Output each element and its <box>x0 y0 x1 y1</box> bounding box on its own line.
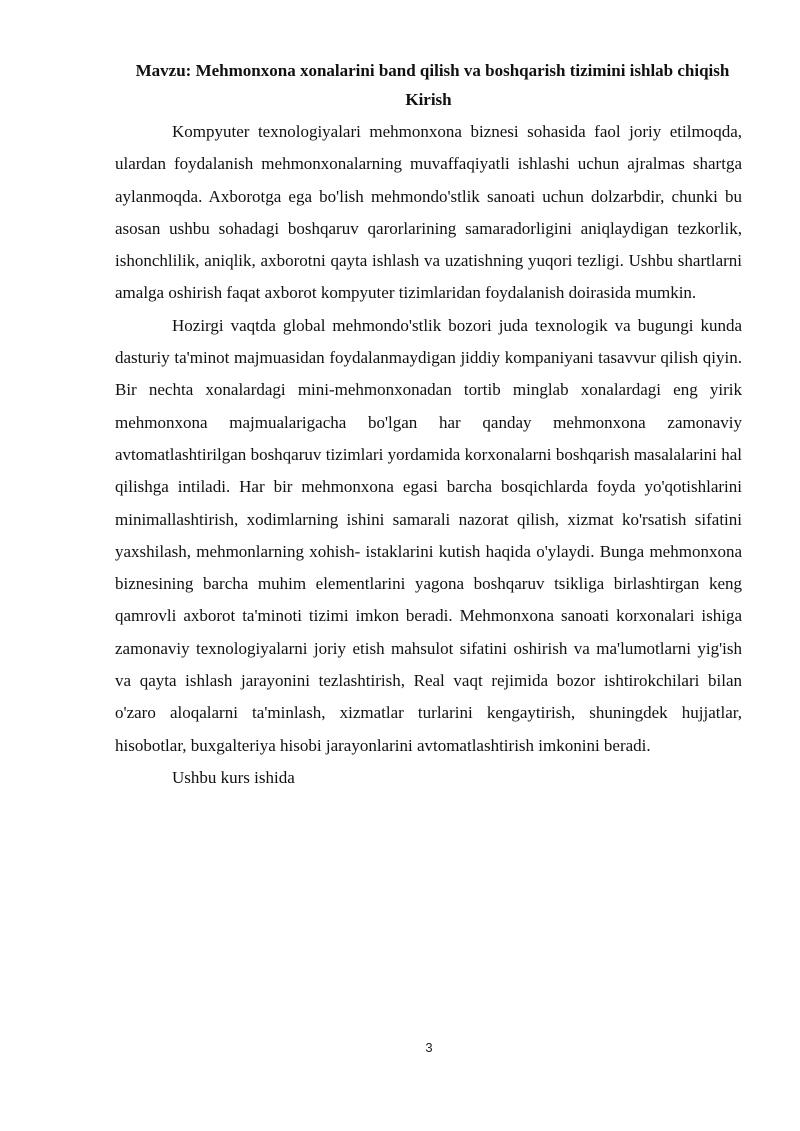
paragraph-2: Hozirgi vaqtda global mehmondo'stlik bozori juda texnologik va bugungi kunda dasturiy ta'minot majmuasidan foydalanmaydigan jiddiy kompaniyani tasavvur qilish qiyin. Bir nechta xonalardagi mini-mehmonxonadan tortib minglab xonalardagi eng yirik mehmonxona majmualarigacha bo'lgan har qanday mehmonxona zamonaviy avtomatlashtirilgan boshqaruv tizimlari yordamida korxonalarni boshqarish masalalarini hal qilishga intiladi. Har bir mehmonxona egasi barcha bosqichlarda foyda yo'qotishlarini minimallashtirish, xodimlarning ishini samarali nazorat qilish, xizmat ko'rsatish sifatini yaxshilash, mehmonlarning xohish- istaklarini kutish haqida o'ylaydi. Bunga mehmonxona biznesining barcha muhim elementlarini yagona boshqaruv tsikliga birlashtirgan keng qamrovli axborot ta'minoti tizimi imkon beradi. Mehmonxona sanoati korxonalari ishiga zamonaviy texnologiyalarni joriy etish mahsulot sifatini oshirish va ma'lumotlarni yig'ish va qayta ishlash jarayonini tezlashtirish, Real vaqt rejimida bozor ishtirokchilari bilan o'zaro aloqalarni ta'minlash, xizmatlar turlarini kengaytirish, shuningdek hujjatlar, hisobotlar, buxgalteriya hisobi jarayonlarini avtomatlashtirish imkonini beradi. <box>115 315 742 755</box>
document-title: Mavzu: Mehmonxona xonalarini band qilish va boshqarish tizimini ishlab chiqish <box>135 61 730 80</box>
paragraph-1: Kompyuter texnologiyalari mehmonxona biznesi sohasida faol joriy etilmoqda, ulardan foydalanish mehmonxonalarning muvaffaqiyatli ishlashi uchun ajralmas shartga aylanmoqda. Axborotga ega bo'lish mehmondo'stlik sanoati uchun dolzarbdir, chunki bu asosan ushbu sohadagi boshqaruv qarorlarining samaradorligini aniqlaydigan tezkorlik, ishonchlilik, aniqlik, axborotni qayta ishlash va uzatishning yuqori tezligi. Ushbu shartlarni amalga oshirish faqat axborot kompyuter tizimlaridan foydalanish doirasida mumkin. <box>115 122 742 303</box>
section-heading: Kirish <box>405 90 452 109</box>
page-content <box>115 56 742 794</box>
page-number: 3 <box>425 1040 433 1055</box>
paragraph-3: Ushbu kurs ishida <box>172 767 295 787</box>
